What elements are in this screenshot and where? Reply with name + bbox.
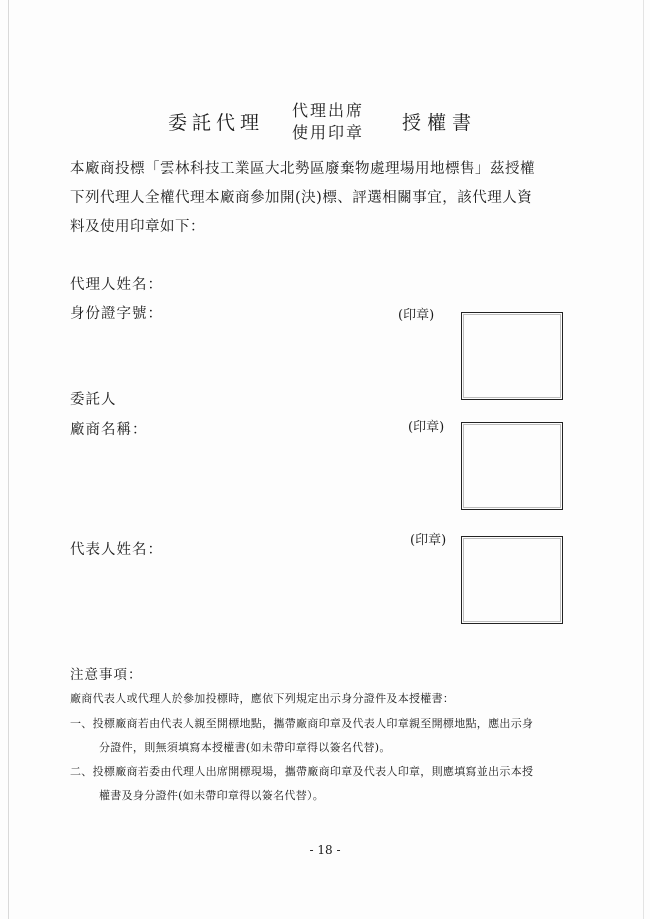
intro-line-1: 本廠商投標「雲林科技工業區大北勢區廢棄物處理場用地標售」茲授權	[70, 161, 535, 177]
notes-item-2-line-2: 權書及身分證件(如未帶印章得以簽名代替）。	[99, 789, 325, 802]
agent-id-label: 身份證字號：	[70, 306, 163, 322]
company-seal-label: (印章)	[408, 420, 445, 435]
agent-seal-label: (印章)	[398, 308, 435, 323]
intro-line-3: 料及使用印章如下：	[70, 219, 205, 235]
company-seal-box	[461, 422, 563, 510]
company-name-label: 廠商名稱：	[70, 422, 148, 438]
title-end: 授權書	[402, 112, 478, 134]
intro-paragraph	[70, 155, 590, 242]
rep-seal-label: (印章)	[410, 533, 447, 548]
rep-name-label: 代表人姓名：	[70, 542, 163, 558]
notes-item-1-line-2: 分證件，則無須填寫本授權書(如未帶印章得以簽名代替)。	[99, 741, 391, 754]
agent-seal-box	[461, 312, 563, 400]
notes-heading: 注意事項：	[70, 667, 143, 683]
rep-seal-box	[461, 536, 563, 624]
document-title	[0, 100, 650, 150]
title-main: 委託代理	[168, 112, 265, 134]
page-number: - 18 -	[309, 843, 341, 857]
title-stack-bottom: 使用印章	[292, 123, 365, 142]
principal-heading: 委託人	[70, 392, 117, 408]
agent-name-label: 代理人姓名：	[70, 277, 163, 293]
notes-item-2-line-1: 二、投標廠商若委由代理人出席開標現場，攜帶廠商印章及代表人印章，則應填寫並出示本授	[70, 765, 534, 778]
title-stack	[292, 100, 364, 144]
intro-line-2: 下列代理人全權代理本廠商參加開(決)標、評選相關事宜，該代理人資	[70, 190, 533, 206]
title-stack-top: 代理出席	[292, 101, 365, 120]
notes-lead: 廠商代表人或代理人於參加投標時，應依下列規定出示身分證件及本授權書：	[70, 692, 455, 705]
notes-item-1-line-1: 一、投標廠商若由代表人親至開標地點，攜帶廠商印章及代表人印章親至開標地點，應出示身	[70, 717, 534, 730]
